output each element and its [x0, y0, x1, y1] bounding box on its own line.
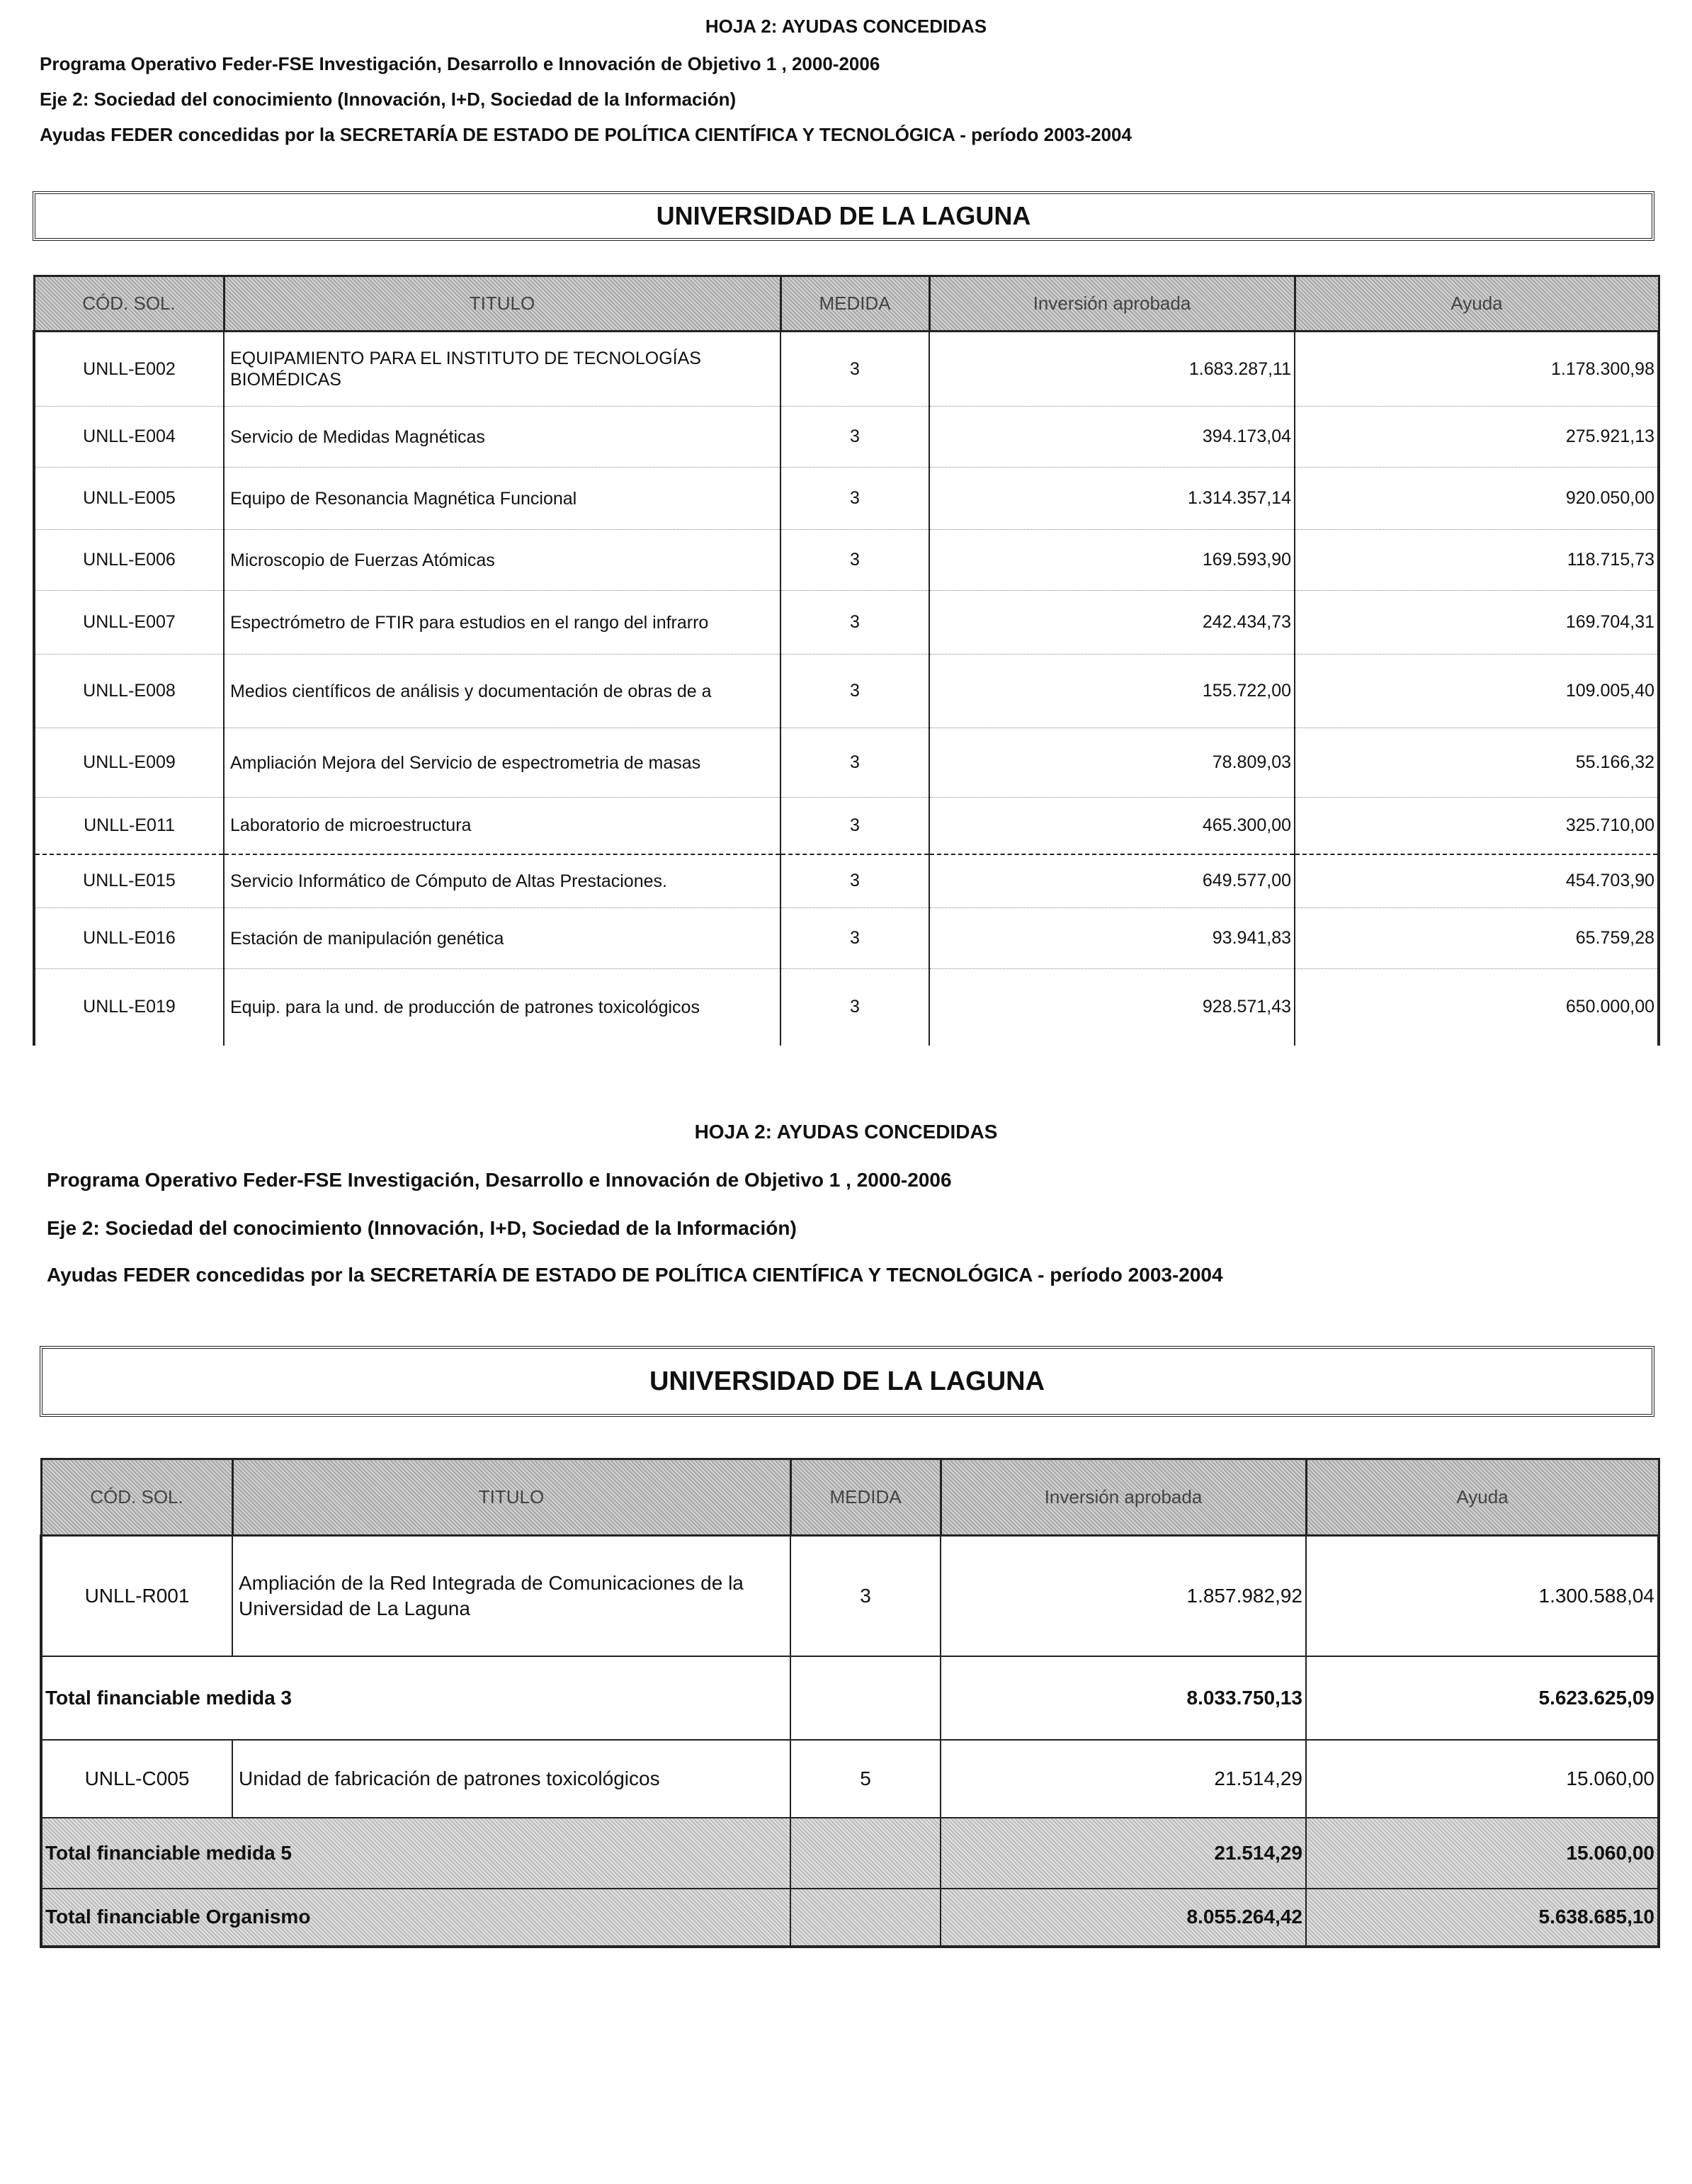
- total-label: Total financiable Organismo: [41, 1889, 790, 1947]
- cod-cell: UNLL-E004: [34, 407, 224, 468]
- cod-cell: UNLL-E005: [34, 468, 224, 530]
- inversion-cell: 93.941,83: [929, 908, 1295, 969]
- ayuda-cell: 650.000,00: [1295, 969, 1659, 1046]
- medida-cell: 3: [780, 332, 929, 407]
- inversion-cell: 21.514,29: [941, 1740, 1306, 1818]
- titulo-cell: Unidad de fabricación de patrones toxicológicos: [232, 1740, 790, 1818]
- sheet-title: HOJA 2: AYUDAS CONCEDIDAS: [694, 1121, 998, 1143]
- medida-cell: 3: [780, 908, 929, 969]
- inversion-cell: 1.314.357,14: [929, 468, 1295, 530]
- table-row: [34, 854, 1659, 908]
- ayuda-cell: 454.703,90: [1295, 854, 1659, 908]
- total-inversion: 8.055.264,42: [941, 1889, 1306, 1947]
- inversion-cell: 928.571,43: [929, 969, 1295, 1046]
- table-header-row: [41, 1459, 1659, 1536]
- medida-cell: 3: [780, 854, 929, 908]
- table-row: [34, 969, 1659, 1046]
- ayudas-line: Ayudas FEDER concedidas por la SECRETARÍA DE ESTADO DE POLÍTICA CIENTÍFICA Y TECNOLÓGICA - período 2003-2004: [40, 124, 1132, 145]
- titulo-cell: Medios científicos de análisis y documentación de obras de a: [224, 655, 780, 728]
- col-header-medida: MEDIDA: [780, 276, 929, 332]
- cod-cell: UNLL-E007: [34, 591, 224, 655]
- cod-cell: UNLL-E006: [34, 530, 224, 591]
- ayuda-cell: 920.050,00: [1295, 468, 1659, 530]
- table-row: [34, 655, 1659, 728]
- inversion-cell: 394.173,04: [929, 407, 1295, 468]
- col-header-titulo: TITULO: [224, 276, 780, 332]
- table-row: [34, 332, 1659, 407]
- ayuda-cell: 1.300.588,04: [1306, 1536, 1659, 1656]
- total-inversion: 8.033.750,13: [941, 1656, 1306, 1740]
- ayuda-cell: 15.060,00: [1306, 1740, 1659, 1818]
- col-header-inversion: Inversión aprobada: [941, 1459, 1306, 1536]
- titulo-cell: EQUIPAMIENTO PARA EL INSTITUTO DE TECNOLOGÍAS BIOMÉDICAS: [224, 332, 780, 407]
- medida-cell: 3: [780, 728, 929, 798]
- eje-line: Eje 2: Sociedad del conocimiento (Innovación, I+D, Sociedad de la Información): [47, 1217, 797, 1239]
- empty-cell: [790, 1656, 941, 1740]
- inversion-cell: 78.809,03: [929, 728, 1295, 798]
- medida-cell: 3: [790, 1536, 941, 1656]
- inversion-cell: 1.683.287,11: [929, 332, 1295, 407]
- inversion-cell: 649.577,00: [929, 854, 1295, 908]
- table-row: [41, 1536, 1659, 1656]
- col-header-ayuda: Ayuda: [1295, 276, 1659, 332]
- titulo-cell: Servicio Informático de Cómputo de Altas Prestaciones.: [224, 854, 780, 908]
- table-row: [34, 468, 1659, 530]
- titulo-cell: Servicio de Medidas Magnéticas: [224, 407, 780, 468]
- empty-cell: [790, 1889, 941, 1947]
- ayuda-cell: 1.178.300,98: [1295, 332, 1659, 407]
- total-ayuda: 5.638.685,10: [1306, 1889, 1659, 1947]
- table-row: [34, 591, 1659, 655]
- titulo-cell: Equipo de Resonancia Magnética Funcional: [224, 468, 780, 530]
- cod-cell: UNLL-E011: [34, 798, 224, 854]
- cod-cell: UNLL-E009: [34, 728, 224, 798]
- table-row: [34, 908, 1659, 969]
- inversion-cell: 1.857.982,92: [941, 1536, 1306, 1656]
- medida-cell: 3: [780, 969, 929, 1046]
- table-row: [34, 728, 1659, 798]
- programa-line: Programa Operativo Feder-FSE Investigación, Desarrollo e Innovación de Objetivo 1 , 2000-2006: [47, 1169, 952, 1191]
- programa-line: Programa Operativo Feder-FSE Investigación, Desarrollo e Innovación de Objetivo 1 , 2000-2006: [40, 53, 880, 74]
- ayuda-cell: 275.921,13: [1295, 407, 1659, 468]
- col-header-cod: CÓD. SOL.: [41, 1459, 232, 1536]
- col-header-inversion: Inversión aprobada: [929, 276, 1295, 332]
- inversion-cell: 169.593,90: [929, 530, 1295, 591]
- inversion-cell: 155.722,00: [929, 655, 1295, 728]
- col-header-ayuda: Ayuda: [1306, 1459, 1659, 1536]
- total-row-organismo: [41, 1889, 1659, 1947]
- total-inversion: 21.514,29: [941, 1818, 1306, 1889]
- medida-cell: 3: [780, 655, 929, 728]
- table-row: [34, 407, 1659, 468]
- medida-cell: 3: [780, 468, 929, 530]
- cod-cell: UNLL-E016: [34, 908, 224, 969]
- total-row-medida-3: [41, 1656, 1659, 1740]
- eje-line: Eje 2: Sociedad del conocimiento (Innovación, I+D, Sociedad de la Información): [40, 89, 737, 110]
- medida-cell: 3: [780, 591, 929, 655]
- col-header-medida: MEDIDA: [790, 1459, 941, 1536]
- titulo-cell: Equip. para la und. de producción de patrones toxicológicos: [224, 969, 780, 1046]
- inversion-cell: 465.300,00: [929, 798, 1295, 854]
- medida-cell: 5: [790, 1740, 941, 1818]
- ayuda-cell: 325.710,00: [1295, 798, 1659, 854]
- total-label: Total financiable medida 5: [41, 1818, 790, 1889]
- ayudas-line: Ayudas FEDER concedidas por la SECRETARÍA DE ESTADO DE POLÍTICA CIENTÍFICA Y TECNOLÓGICA - período 2003-2004: [47, 1264, 1223, 1286]
- ayuda-cell: 169.704,31: [1295, 591, 1659, 655]
- titulo-cell: Microscopio de Fuerzas Atómicas: [224, 530, 780, 591]
- table-row: [41, 1740, 1659, 1818]
- titulo-cell: Espectrómetro de FTIR para estudios en el rango del infrarro: [224, 591, 780, 655]
- titulo-cell: Laboratorio de microestructura: [224, 798, 780, 854]
- ayuda-cell: 65.759,28: [1295, 908, 1659, 969]
- medida-cell: 3: [780, 798, 929, 854]
- table-row: [34, 798, 1659, 854]
- ayuda-cell: 118.715,73: [1295, 530, 1659, 591]
- cod-cell: UNLL-E015: [34, 854, 224, 908]
- medida-cell: 3: [780, 530, 929, 591]
- total-ayuda: 15.060,00: [1306, 1818, 1659, 1889]
- ayudas-table-2: [40, 1458, 1660, 1948]
- table-header-row: [34, 276, 1659, 332]
- sheet-title: HOJA 2: AYUDAS CONCEDIDAS: [705, 16, 987, 37]
- col-header-titulo: TITULO: [232, 1459, 790, 1536]
- cod-cell: UNLL-E019: [34, 969, 224, 1046]
- titulo-cell: Estación de manipulación genética: [224, 908, 780, 969]
- cod-cell: UNLL-E008: [34, 655, 224, 728]
- total-label: Total financiable medida 3: [41, 1656, 790, 1740]
- inversion-cell: 242.434,73: [929, 591, 1295, 655]
- cod-cell: UNLL-E002: [34, 332, 224, 407]
- ayudas-table-1: [33, 275, 1660, 1046]
- organismo-banner: UNIVERSIDAD DE LA LAGUNA: [33, 191, 1654, 241]
- cod-cell: UNLL-R001: [41, 1536, 232, 1656]
- total-ayuda: 5.623.625,09: [1306, 1656, 1659, 1740]
- cod-cell: UNLL-C005: [41, 1740, 232, 1818]
- ayuda-cell: 55.166,32: [1295, 728, 1659, 798]
- ayuda-cell: 109.005,40: [1295, 655, 1659, 728]
- titulo-cell: Ampliación de la Red Integrada de Comunicaciones de la Universidad de La Laguna: [232, 1536, 790, 1656]
- organismo-banner: UNIVERSIDAD DE LA LAGUNA: [40, 1346, 1654, 1417]
- total-row-medida-5: [41, 1818, 1659, 1889]
- col-header-cod: CÓD. SOL.: [34, 276, 224, 332]
- empty-cell: [790, 1818, 941, 1889]
- table-row: [34, 530, 1659, 591]
- titulo-cell: Ampliación Mejora del Servicio de espectrometria de masas: [224, 728, 780, 798]
- medida-cell: 3: [780, 407, 929, 468]
